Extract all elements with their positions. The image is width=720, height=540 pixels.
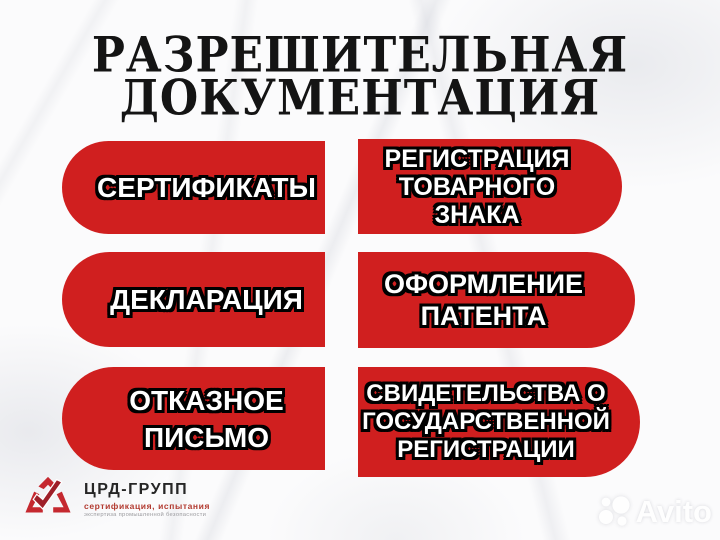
pill-label-line: ГОСУДАРСТВЕННОЙ xyxy=(362,408,610,435)
pill-label-line: РЕГИСТРАЦИЯ xyxy=(384,144,570,173)
pill-label: ДЕКЛАРАЦИЯ xyxy=(110,283,303,315)
title-line1: РАЗРЕШИТЕЛЬНАЯ xyxy=(91,27,629,84)
company-name: ЦРД-ГРУПП xyxy=(84,481,189,498)
company-logo xyxy=(22,474,210,518)
title-line2: ДОКУМЕНТАЦИЯ xyxy=(119,70,601,127)
pill-trademark-registration xyxy=(358,139,622,234)
pill-label-line: ПИСЬМО xyxy=(143,421,269,453)
pill-state-registration xyxy=(358,367,640,477)
pill-label-line: ЗНАКА xyxy=(434,200,520,229)
avito-watermark-text: Avito xyxy=(635,494,712,529)
pill-label-line: ОФОРМЛЕНИЕ xyxy=(383,269,584,299)
company-logo-text xyxy=(84,474,210,518)
pill-label-line: ОТКАЗНОЕ xyxy=(129,384,284,416)
avito-logo-icon xyxy=(596,494,632,530)
pill-declaration xyxy=(62,252,325,347)
company-subtagline: экспертиза промышленной безопасности xyxy=(84,512,207,518)
pill-label-line: ТОВАРНОГО xyxy=(398,172,556,201)
avito-watermark xyxy=(596,494,712,530)
pill-label: СЕРТИФИКАТЫ xyxy=(97,171,316,203)
pill-certificates xyxy=(62,141,325,234)
company-tagline: сертификация, испытания xyxy=(84,501,211,511)
pill-patent xyxy=(358,252,635,348)
pill-label-line: ПАТЕНТА xyxy=(420,301,547,331)
crd-group-logo-icon xyxy=(22,474,74,518)
pill-label-line: СВИДЕТЕЛЬСТВА О xyxy=(366,380,606,407)
pill-label-line: РЕГИСТРАЦИИ xyxy=(397,436,575,463)
pill-rejection-letter xyxy=(62,367,325,470)
page-title xyxy=(0,27,720,127)
